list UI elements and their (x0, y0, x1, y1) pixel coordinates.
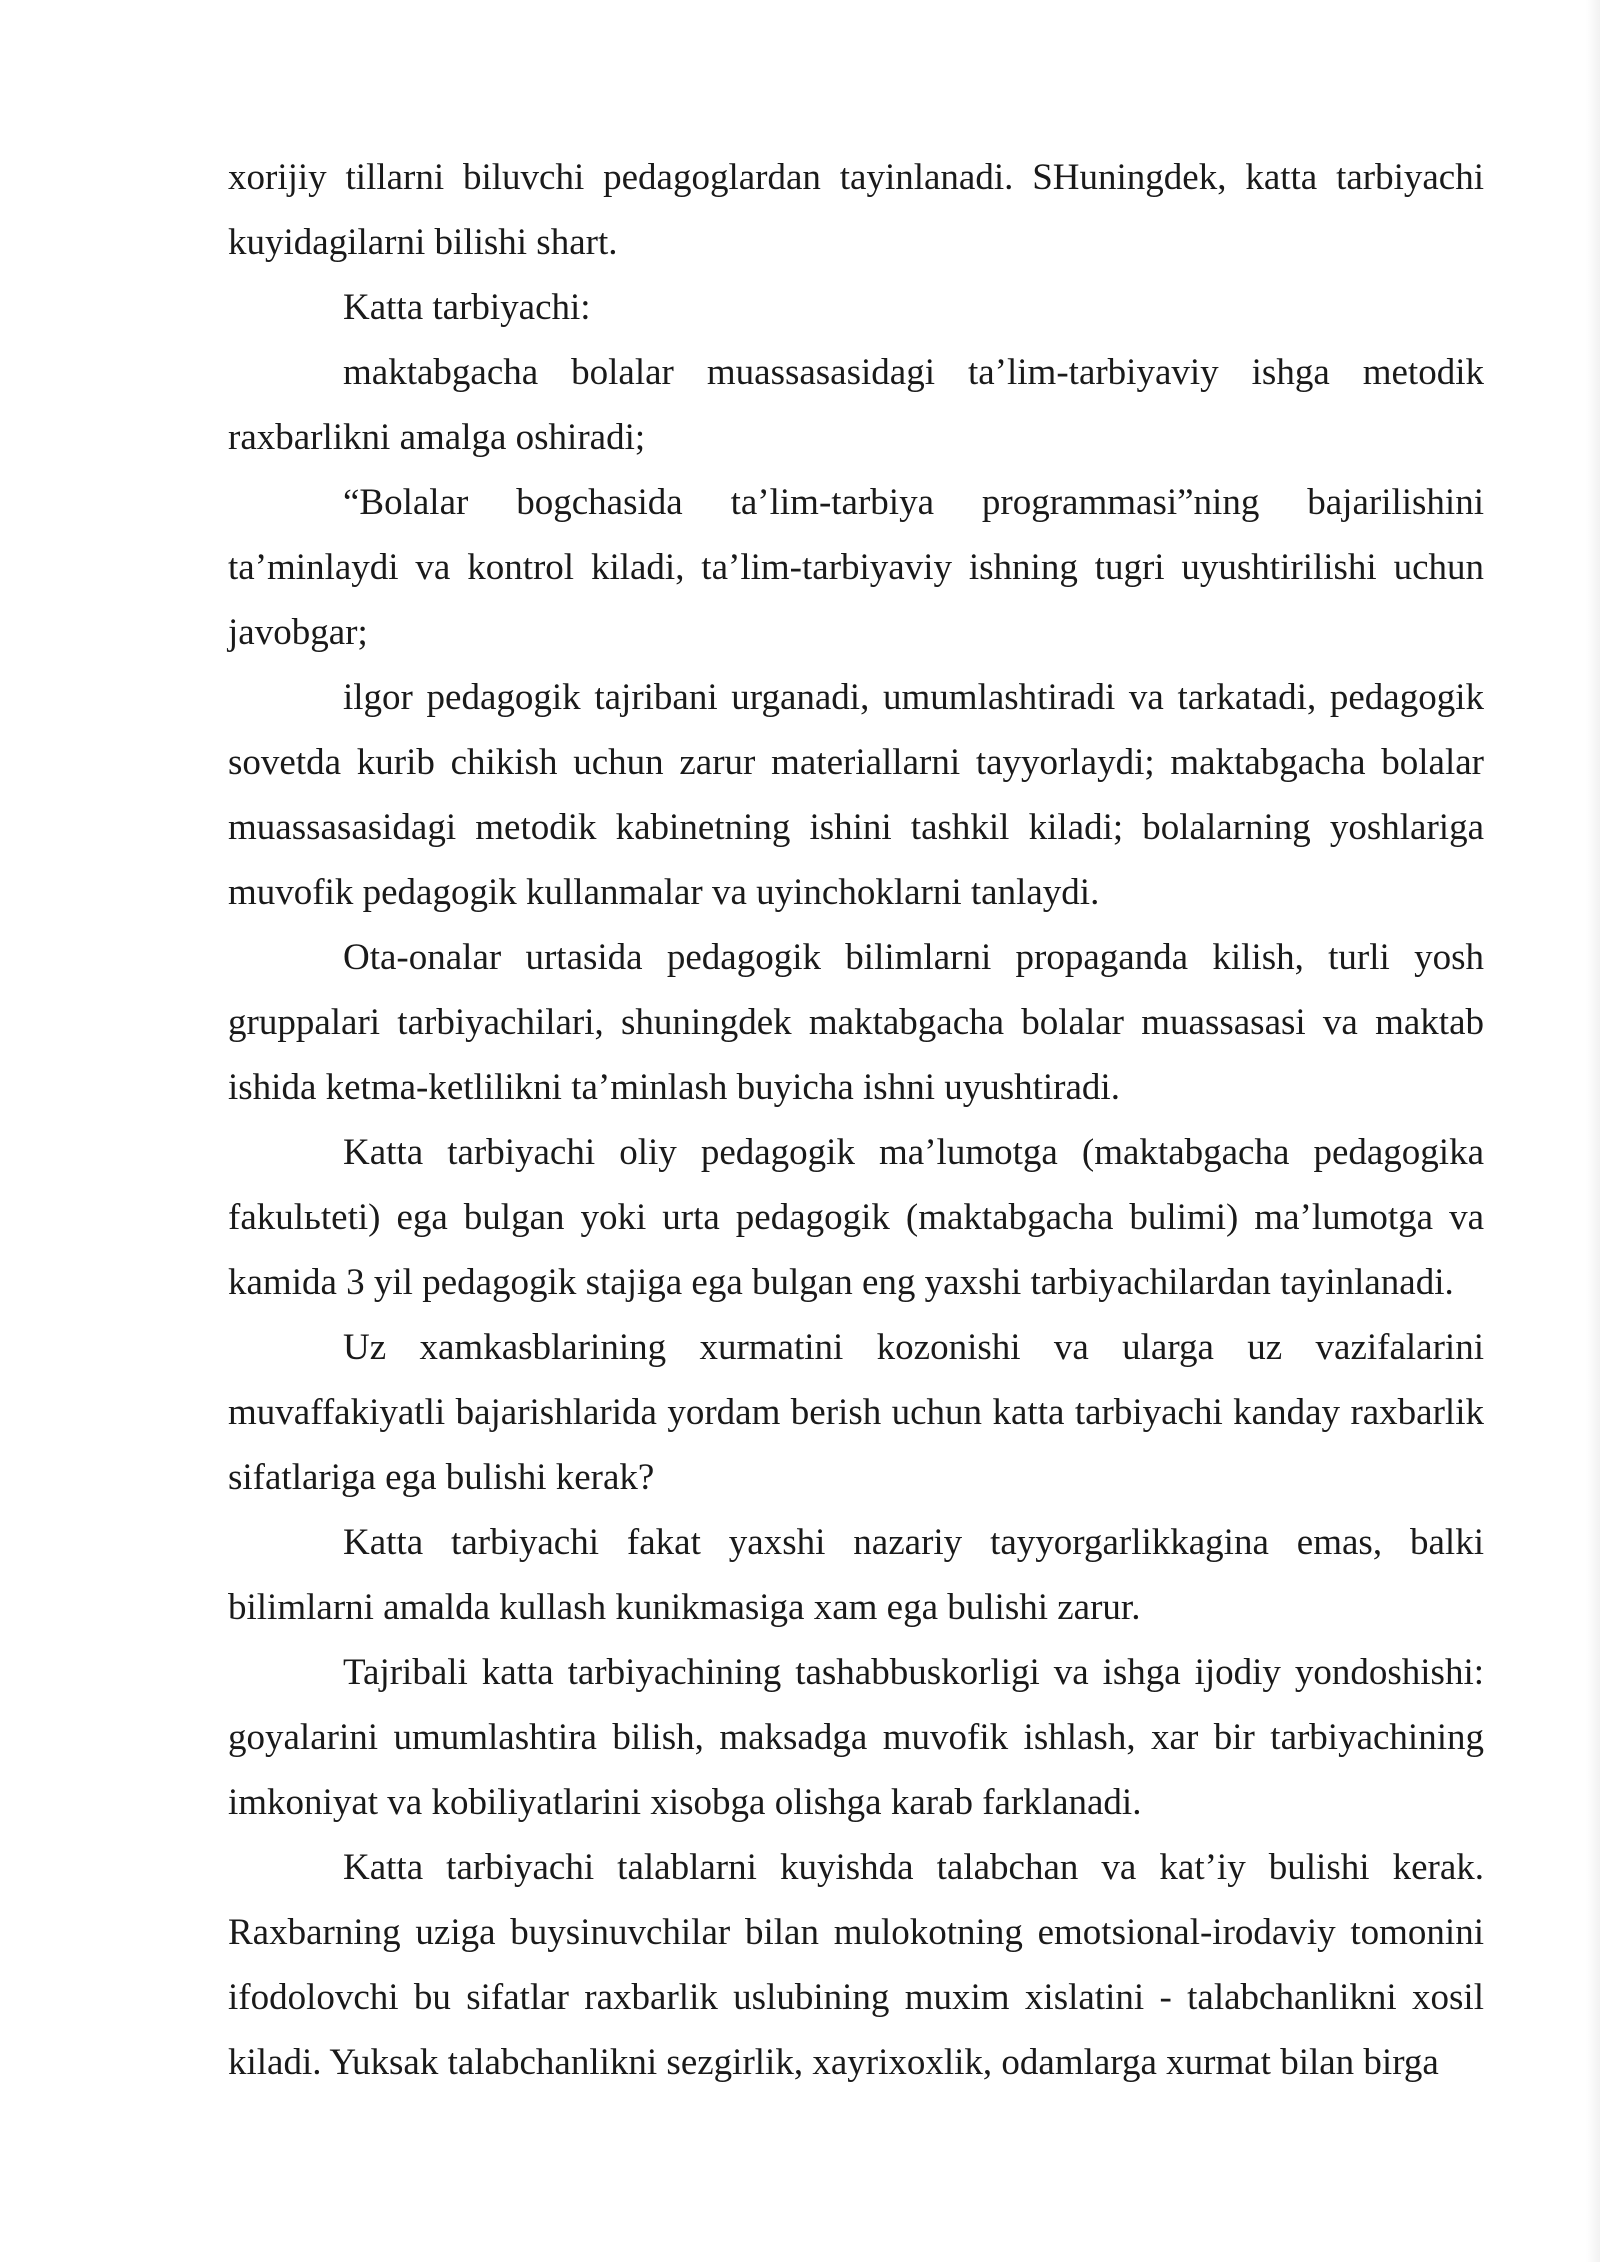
paragraph-heading-katta-tarbiyachi: Katta tarbiyachi: (343, 287, 591, 328)
paragraph-continuation: xorijiy tillarni biluvchi pedagoglardan tayinlanadi. SHuningdek, katta tarbiyachi kuyidagilarni bilishi shart. (228, 157, 1484, 263)
paragraph-duty-program: “Bolalar bogchasida ta’lim-tarbiya programmasi”ning bajarilishini ta’minlaydi va kontrol kiladi, ta’lim-tarbiyaviy ishning tugri uyushtirilishi uchun javobgar; (228, 482, 1484, 653)
page-edge-shadow (1586, 0, 1600, 2262)
paragraph-demanding: Katta tarbiyachi talablarni kuyishda talabchan va kat’iy bulishi kerak. Raxbarning uziga buysinuvchilar bilan mulokotning emotsional-irodaviy tomonini ifodolovchi bu sifatlar raxbarlik uslubining muxim xislatini - talabchanlikni xosil kiladi. Yuksak talabchanlikni sezgirlik, xayrixoxlik, odamlarga xurmat bilan birga (228, 1847, 1484, 2083)
paragraph-parents: Ota-onalar urtasida pedagogik bilimlarni propaganda kilish, turli yosh gruppalari tarbiyachilari, shuningdek maktabgacha bolalar muassasasi va maktab ishida ketma-ketlilikni ta’minlash buyicha ishni uyushtiradi. (228, 937, 1484, 1108)
paragraph-duty-experience: ilgor pedagogik tajribani urganadi, umumlashtiradi va tarkatadi, pedagogik sovetda kurib chikish uchun zarur materiallarni tayyorlaydi; maktabgacha bolalar muassasasidagi metodik kabinetning ishini tashkil kiladi; bolalarning yoshlariga muvofik pedagogik kullanmalar va uyinchoklarni tanlaydi. (228, 677, 1484, 913)
paragraph-duty-methodical-leadership: maktabgacha bolalar muassasasidagi ta’lim-tarbiyaviy ishga metodik raxbarlikni amalga oshiradi; (228, 352, 1484, 458)
document-page (228, 145, 1484, 2095)
paragraph-qualification: Katta tarbiyachi oliy pedagogik ma’lumotga (maktabgacha pedagogika fakulьteti) ega bulgan yoki urta pedagogik (maktabgacha bulimi) ma’lumotga va kamida 3 yil pedagogik stajiga ega bulgan eng yaxshi tarbiyachilardan tayinlanadi. (228, 1132, 1484, 1303)
paragraph-question: Uz xamkasblarining xurmatini kozonishi va ularga uz vazifalarini muvaffakiyatli bajarishlarida yordam berish uchun katta tarbiyachi kanday raxbarlik sifatlariga ega bulishi kerak? (228, 1327, 1484, 1498)
paragraph-initiative: Tajribali katta tarbiyachining tashabbuskorligi va ishga ijodiy yondoshishi: goyalarini umumlashtira bilish, maksadga muvofik ishlash, xar bir tarbiyachining imkoniyat va kobiliyatlarini xisobga olishga karab farklanadi. (228, 1652, 1484, 1823)
paragraph-knowledge: Katta tarbiyachi fakat yaxshi nazariy tayyorgarlikkagina emas, balki bilimlarni amalda kullash kunikmasiga xam ega bulishi zarur. (228, 1522, 1484, 1628)
